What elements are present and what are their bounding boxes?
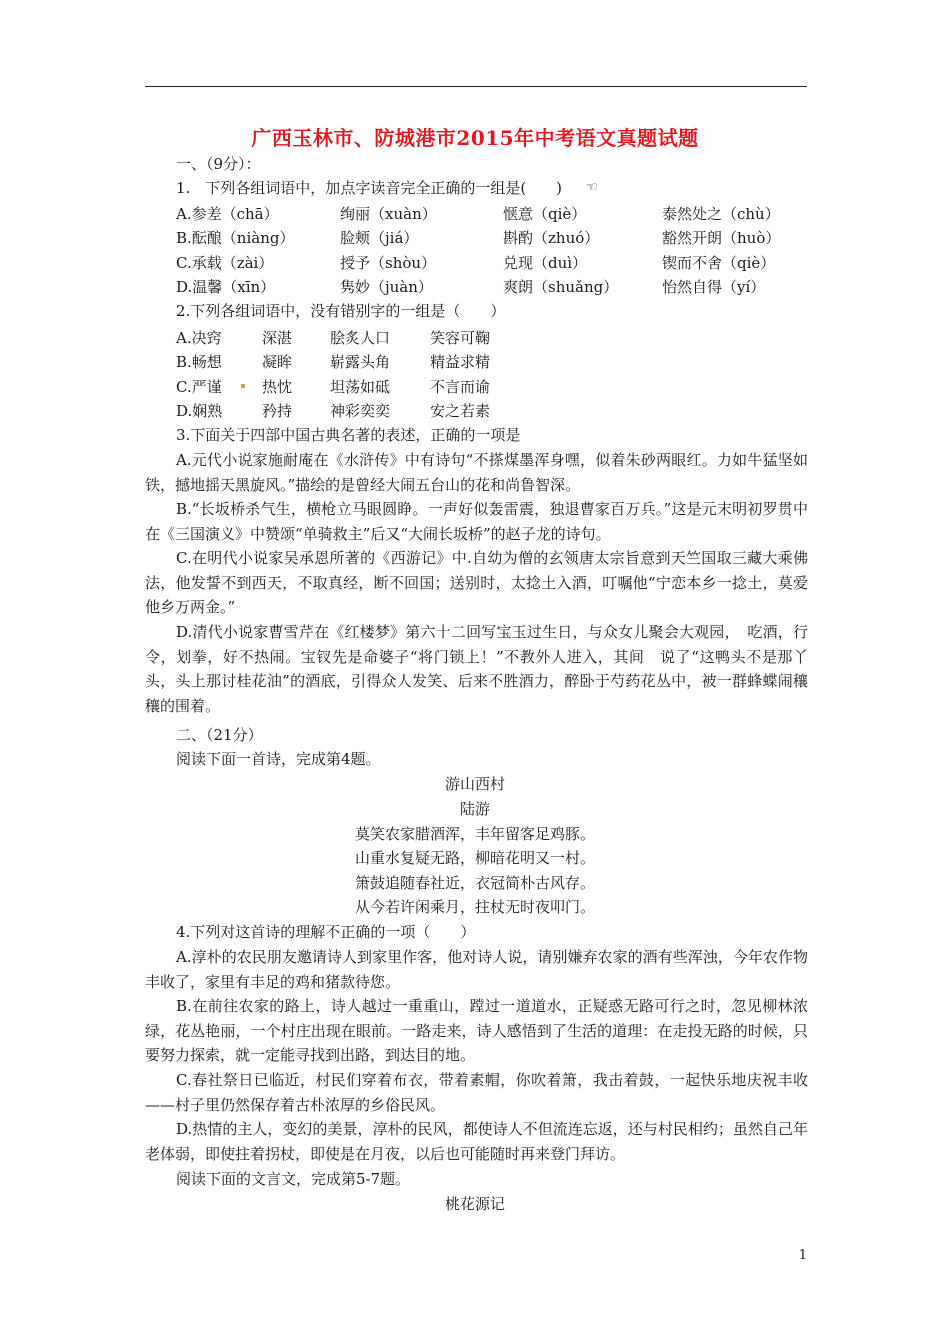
q1-option-a-4: 泰然处之（chù）	[662, 205, 780, 223]
q1-option-b-1: B.酝酿（niàng）	[176, 229, 295, 247]
q2-option-b-4: 精益求精	[430, 353, 491, 371]
q1-option-a-2: 绚丽（xuàn）	[340, 205, 437, 223]
page-title: 广西玉林市、防城港市2015年中考语文真题试题	[251, 126, 699, 150]
q2-option-d-2: 矜持	[262, 402, 293, 420]
q2-option-d-1: D.娴熟	[176, 402, 223, 420]
section-2-heading: 二、（21分）	[176, 726, 263, 744]
q3-option-a: A.元代小说家施耐庵在《水浒传》中有诗句“不搽煤墨浑身嘿，似着朱砂两眼红。力如牛猛坚如铁，撼地摇天黑旋风。”描绘的是曾经大闹五台山的花和尚鲁智深。	[145, 451, 808, 494]
q2-option-c-1: C.严谨	[176, 378, 222, 396]
q2-option-d-4: 安之若素	[430, 402, 491, 420]
q1-option-a-1: A.参差（chā）	[176, 205, 279, 223]
q1-option-c-2: 授予（shòu）	[340, 254, 437, 272]
q1-option-b-4: 豁然开朗（huò）	[662, 229, 781, 247]
stray-mark	[241, 384, 245, 388]
q1-option-d-1: D.温馨（xīn）	[176, 278, 276, 296]
q2-option-a-2: 深湛	[262, 329, 293, 347]
q2-option-c-3: 坦荡如砥	[330, 378, 391, 396]
poem-line-2: 山重水复疑无路，柳暗花明又一村。	[354, 849, 595, 867]
poem-author: 陆游	[459, 800, 490, 818]
q2-option-b-2: 凝眸	[262, 353, 293, 371]
q3-option-b: B.“长坂桥杀气生，横枪立马眼圆睁。一声好似轰雷震，独退曹家百万兵。”这是元末明初罗贯中在《三国演义》中赞颂“单骑救主”后又“大闹长坂桥”的赵子龙的诗句。	[145, 500, 808, 543]
question-4-stem: 4.下列对这首诗的理解不正确的一项（ ）	[176, 923, 476, 941]
q1-option-c-1: C.承载（zài）	[176, 254, 274, 272]
header-rule	[145, 86, 807, 87]
q3-option-d: D.清代小说家曹雪芹在《红楼梦》第六十二回写宝玉过生日，与众女儿聚会大观园， 吃酒，行令，划拳，好不热闹。宝钗先是命婆子“将门锁上！”不教外人进入，其间 说了“这鸭头不是那丫头，头上那讨桂花油”的酒底，引得众人发笑、后来不胜酒力，醉卧于芍药花丛中，被一群蜂蝶闹穰穰的围着。	[145, 623, 808, 715]
q2-option-b-3: 崭露头角	[330, 353, 391, 371]
question-1-stem: 1. 下列各组词语中，加点字读音完全正确的一组是( )	[176, 179, 563, 197]
section-1-heading: 一、（9分）：	[176, 155, 261, 173]
q1-option-d-2: 隽妙（juàn）	[340, 278, 433, 296]
reading-intro-poem: 阅读下面一首诗，完成第4题。	[176, 750, 381, 768]
q1-option-d-3: 爽朗（shuǎng）	[503, 278, 619, 296]
q4-option-d: D.热情的主人，变幻的美景，淳朴的民风，都使诗人不但流连忘返，还与村民相约；虽然自己年老体弱，即使拄着拐杖，即使是在月夜，以后也可能随时再来登门拜访。	[145, 1120, 808, 1163]
poem-line-3: 箫鼓追随春社近，衣冠简朴古风存。	[354, 874, 595, 892]
reading-intro-prose: 阅读下面的文言文，完成第5-7题。	[176, 1170, 411, 1188]
q1-option-c-3: 兑现（duì）	[503, 254, 588, 272]
q1-option-b-3: 斟酌（zhuó）	[503, 229, 600, 247]
pointing-hand-icon: ☜	[586, 180, 598, 195]
q2-option-d-3: 神彩奕奕	[330, 402, 391, 420]
poem-line-1: 莫笑农家腊酒浑，丰年留客足鸡豚。	[354, 825, 595, 843]
q2-option-a-1: A.决窍	[176, 329, 222, 347]
prose-title: 桃花源记	[444, 1195, 505, 1213]
q1-option-a-3: 惬意（qiè）	[503, 205, 587, 223]
page-number: 1	[798, 1248, 807, 1263]
q2-option-a-4: 笑容可鞠	[430, 329, 491, 347]
q2-option-c-2: 热忱	[262, 378, 293, 396]
question-3-stem: 3.下面关于四部中国古典名著的表述，正确的一项是	[176, 426, 521, 444]
q1-option-c-4: 锲而不舍（qiè）	[662, 254, 776, 272]
q2-option-b-1: B.畅想	[176, 353, 222, 371]
q4-option-c: C.春社祭日已临近，村民们穿着布衣，带着素帽，你吹着箫，我击着鼓，一起快乐地庆祝丰收——村子里仍然保存着古朴浓厚的乡俗民风。	[145, 1071, 808, 1114]
q3-option-c: C.在明代小说家吴承恩所著的《西游记》中.自幼为僧的玄领唐太宗旨意到天竺国取三藏大乘佛法，他发誓不到西天，不取真经，断不回国；送别时，太捻土入酒，叮嘱他“宁恋本乡一捻土，莫爱他乡万两金。”	[145, 549, 808, 616]
q2-option-a-3: 脍炙人口	[330, 329, 391, 347]
poem-title: 游山西村	[444, 775, 505, 793]
q2-option-c-4: 不言而谕	[430, 378, 491, 396]
poem-line-4: 从今若许闲乘月，拄杖无时夜叩门。	[354, 898, 595, 916]
q1-option-b-2: 脸颊（jiá）	[340, 229, 419, 247]
q4-option-b: B.在前往农家的路上，诗人越过一重重山，蹚过一道道水，正疑惑无路可行之时，忽见柳林浓绿，花丛艳丽，一个村庄出现在眼前。一路走来，诗人感悟到了生活的道理：在走投无路的时候，只要努力探索，就一定能寻找到出路，到达目的地。	[145, 997, 808, 1064]
q4-option-a: A.淳朴的农民朋友邀请诗人到家里作客，他对诗人说，请别嫌弃农家的酒有些浑浊，今年农作物丰收了，家里有丰足的鸡和猪款待您。	[145, 948, 808, 991]
q1-option-d-4: 怡然自得（yí）	[662, 278, 766, 296]
question-2-stem: 2.下列各组词语中，没有错别字的一组是（ ）	[176, 302, 506, 320]
